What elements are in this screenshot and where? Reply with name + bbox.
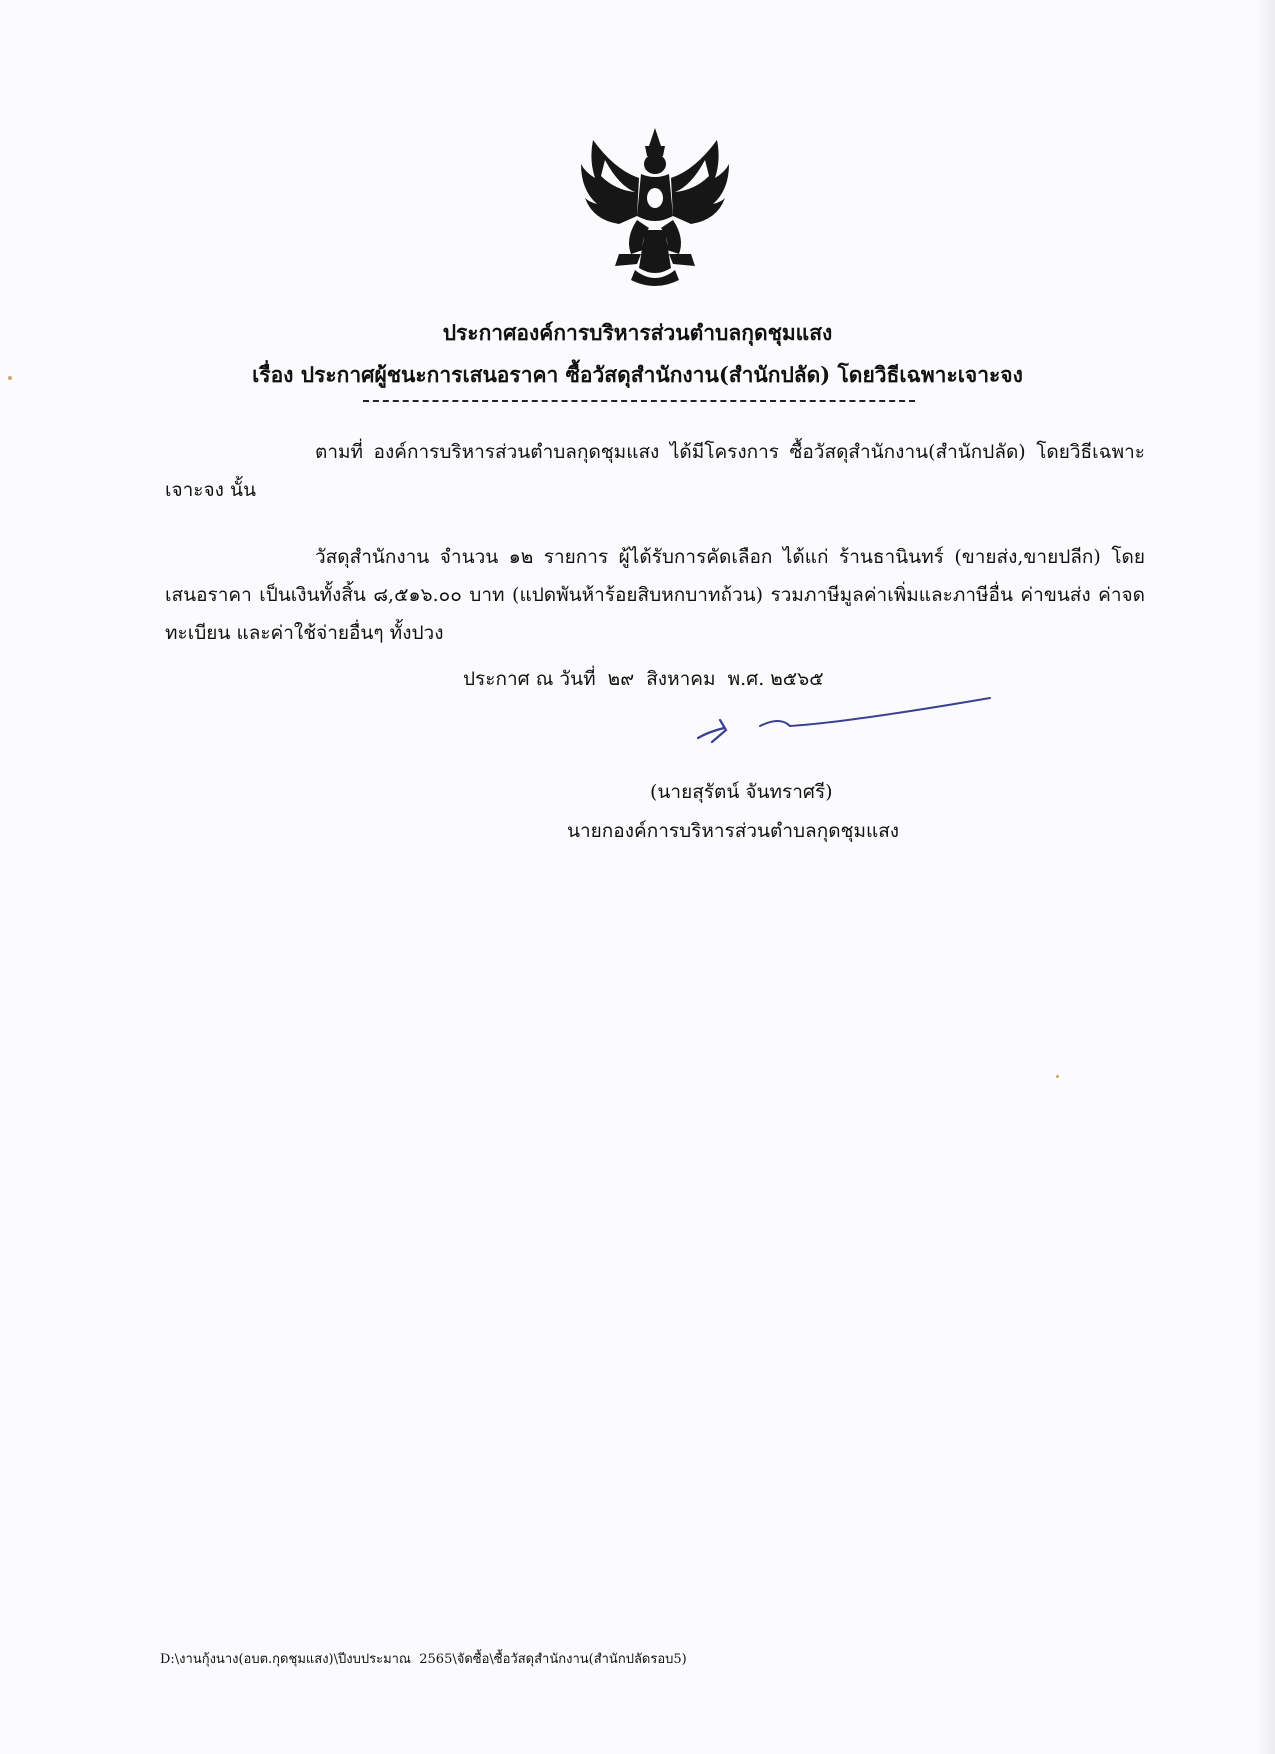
- dashed-divider: [363, 400, 915, 402]
- signer-title: นายกองค์การบริหารส่วนตำบลกุดชุมแสง: [567, 820, 900, 842]
- signer-name: (นายสุรัตน์ จันทราศรี): [650, 781, 833, 803]
- body-paragraph-1: ตามที่ องค์การบริหารส่วนตำบลกุดชุมแสง ได้มีโครงการ ซื้อวัสดุสำนักงาน(สำนักปลัด) โดยวิธีเฉพาะเจาะจง นั้น: [165, 441, 1145, 501]
- garuda-emblem-icon: [575, 120, 735, 290]
- document-subject: เรื่อง ประกาศผู้ชนะการเสนอราคา ซื้อวัสดุสำนักงาน(สำนักปลัด) โดยวิธีเฉพาะเจาะจง: [252, 362, 1023, 387]
- signature-mark: [690, 690, 1000, 760]
- scan-speck: [1056, 1075, 1059, 1078]
- page-edge-shadow: [1255, 0, 1275, 1754]
- body-paragraph-2: วัสดุสำนักงาน จำนวน ๑๒ รายการ ผู้ได้รับการคัดเลือก ได้แก่ ร้านธานินทร์ (ขายส่ง,ขายปลีก) โดยเสนอราคา เป็นเงินทั้งสิ้น ๘,๕๑๖.๐๐ บาท (แปดพันห้าร้อยสิบหกบาทถ้วน) รวมภาษีมูลค่าเพิ่มและภาษีอื่น ค่าขนส่ง ค่าจดทะเบียน และค่าใช้จ่ายอื่นๆ ทั้งปวง: [165, 546, 1145, 644]
- scan-speck: [8, 376, 12, 380]
- file-path-footer: D:\งานกุ้งนาง(อบต.กุดชุมแสง)\ปีงบประมาณ 2565\จัดซื้อ\ซื้อวัสดุสำนักงาน(สำนักปลัดรอบ5): [160, 1652, 687, 1667]
- announcement-date: ประกาศ ณ วันที่ ๒๙ สิงหาคม พ.ศ. ๒๕๖๕: [463, 668, 824, 690]
- document-header-title: ประกาศองค์การบริหารส่วนตำบลกุดชุมแสง: [442, 320, 833, 345]
